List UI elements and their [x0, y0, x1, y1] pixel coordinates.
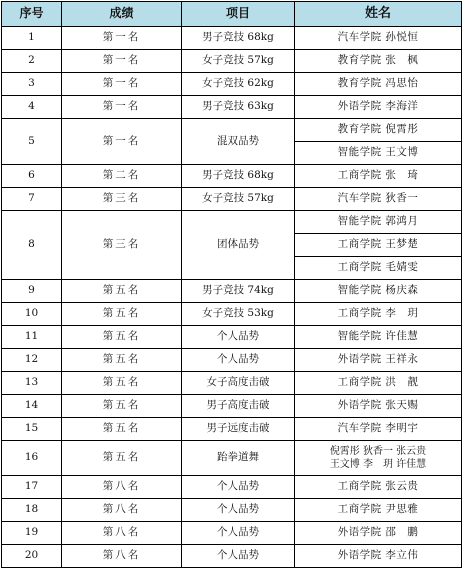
cell-names: [295, 441, 462, 476]
cell-name: 智能学院 王文博: [295, 142, 462, 165]
table-row: [2, 27, 462, 50]
cell-event: 个人品势: [182, 545, 295, 568]
cell-name: 汽车学院 李明宇: [295, 418, 462, 441]
cell-no: 10: [2, 303, 62, 326]
cell-name: 外语学院 王祥永: [295, 349, 462, 372]
table-row: [2, 499, 462, 522]
cell-name: 外语学院 李立伟: [295, 545, 462, 568]
cell-rank: 第五名: [62, 303, 182, 326]
cell-no: 11: [2, 326, 62, 349]
cell-event: 男子竞技 68kg: [182, 27, 295, 50]
cell-event: 男子远度击破: [182, 418, 295, 441]
table-row: [2, 50, 462, 73]
cell-no: 4: [2, 96, 62, 119]
cell-rank: 第五名: [62, 395, 182, 418]
cell-no: 12: [2, 349, 62, 372]
table-row: [2, 165, 462, 188]
cell-rank: 第一名: [62, 50, 182, 73]
cell-name: 教育学院 冯思怡: [295, 73, 462, 96]
awards-table: [1, 1, 462, 568]
cell-no: 14: [2, 395, 62, 418]
cell-rank: 第五名: [62, 326, 182, 349]
cell-event: 个人品势: [182, 326, 295, 349]
table-row: [2, 418, 462, 441]
cell-rank: 第三名: [62, 188, 182, 211]
table-body: [2, 27, 462, 568]
cell-rank: 第五名: [62, 280, 182, 303]
cell-rank: 第一名: [62, 27, 182, 50]
table-row: [2, 326, 462, 349]
table-row: [2, 119, 462, 142]
cell-no: 18: [2, 499, 62, 522]
cell-name: 工商学院 李 玥: [295, 303, 462, 326]
cell-event: 女子高度击破: [182, 372, 295, 395]
cell-event: 女子竞技 57kg: [182, 50, 295, 73]
cell-rank: 第三名: [62, 211, 182, 280]
cell-name: 工商学院 张云贵: [295, 476, 462, 499]
cell-rank: 第五名: [62, 418, 182, 441]
cell-rank: 第一名: [62, 73, 182, 96]
cell-name: 汽车学院 狄香一: [295, 188, 462, 211]
cell-name: 工商学院 尹思雅: [295, 499, 462, 522]
cell-no: 17: [2, 476, 62, 499]
table-row: [2, 211, 462, 234]
cell-no: 16: [2, 441, 62, 476]
cell-event: 混双品势: [182, 119, 295, 165]
cell-name: 智能学院 郭鸿月: [295, 211, 462, 234]
cell-no: 9: [2, 280, 62, 303]
cell-event: 个人品势: [182, 499, 295, 522]
cell-no: 8: [2, 211, 62, 280]
cell-no: 7: [2, 188, 62, 211]
table-row: [2, 303, 462, 326]
cell-name: 教育学院 倪霄彤: [295, 119, 462, 142]
table-row: [2, 545, 462, 568]
name-line: 王文博 李 玥 许佳慧: [329, 459, 427, 470]
cell-rank: 第二名: [62, 165, 182, 188]
table-row: [2, 96, 462, 119]
cell-no: 2: [2, 50, 62, 73]
cell-name: 智能学院 许佳慧: [295, 326, 462, 349]
header-row: [2, 2, 462, 27]
cell-rank: 第一名: [62, 96, 182, 119]
header-no: 序号: [2, 2, 62, 27]
cell-rank: 第八名: [62, 522, 182, 545]
cell-no: 15: [2, 418, 62, 441]
table-row: [2, 476, 462, 499]
table-row: [2, 349, 462, 372]
table-row: [2, 280, 462, 303]
cell-rank: 第五名: [62, 441, 182, 476]
cell-rank: 第五名: [62, 349, 182, 372]
table-row: [2, 522, 462, 545]
cell-rank: 第一名: [62, 119, 182, 165]
table-row: [2, 395, 462, 418]
cell-no: 1: [2, 27, 62, 50]
cell-name: 外语学院 张天赐: [295, 395, 462, 418]
cell-event: 团体品势: [182, 211, 295, 280]
cell-name: 智能学院 杨庆森: [295, 280, 462, 303]
cell-event: 女子竞技 53kg: [182, 303, 295, 326]
cell-name: 工商学院 张 琦: [295, 165, 462, 188]
cell-event: 男子竞技 68kg: [182, 165, 295, 188]
cell-no: 13: [2, 372, 62, 395]
cell-name: 工商学院 王梦楚: [295, 234, 462, 257]
cell-event: 跆拳道舞: [182, 441, 295, 476]
table-row: [2, 372, 462, 395]
cell-rank: 第八名: [62, 499, 182, 522]
cell-no: 5: [2, 119, 62, 165]
table-row: [2, 441, 462, 476]
cell-event: 男子高度击破: [182, 395, 295, 418]
name-line: 倪霄彤 狄香一 张云贵: [329, 445, 427, 457]
cell-no: 19: [2, 522, 62, 545]
cell-name: 工商学院 洪 靓: [295, 372, 462, 395]
cell-no: 20: [2, 545, 62, 568]
header-rank: 成绩: [62, 2, 182, 27]
cell-event: 女子竞技 62kg: [182, 73, 295, 96]
cell-name: 汽车学院 孙悦恒: [295, 27, 462, 50]
cell-event: 男子竞技 74kg: [182, 280, 295, 303]
cell-event: 女子竞技 57kg: [182, 188, 295, 211]
cell-event: 个人品势: [182, 476, 295, 499]
table-row: [2, 73, 462, 96]
cell-no: 6: [2, 165, 62, 188]
cell-rank: 第八名: [62, 545, 182, 568]
cell-no: 3: [2, 73, 62, 96]
cell-rank: 第八名: [62, 476, 182, 499]
cell-name: 工商学院 毛婧雯: [295, 257, 462, 280]
cell-rank: 第五名: [62, 372, 182, 395]
header-names: 姓名: [295, 2, 462, 27]
header-event: 项目: [182, 2, 295, 27]
cell-name: 教育学院 张 枫: [295, 50, 462, 73]
table-row: [2, 188, 462, 211]
cell-event: 个人品势: [182, 522, 295, 545]
cell-name: 外语学院 李海洋: [295, 96, 462, 119]
cell-event: 男子竞技 63kg: [182, 96, 295, 119]
cell-event: 个人品势: [182, 349, 295, 372]
cell-name: 外语学院 邵 鹏: [295, 522, 462, 545]
